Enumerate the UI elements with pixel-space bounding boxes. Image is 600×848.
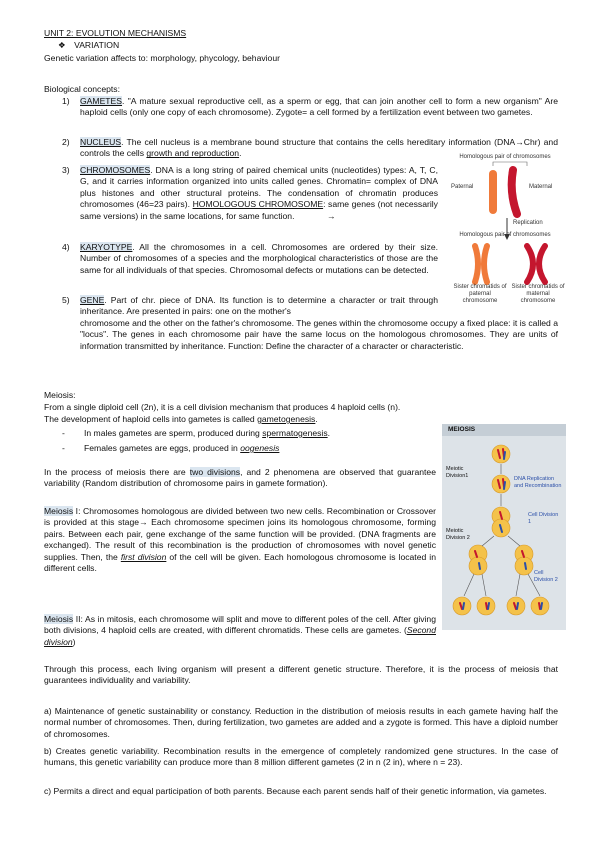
- cell1-label: Cell Division 1: [528, 512, 559, 525]
- concept-gametes: 1) GAMETES. "A mature sexual reproductive cell, as a sperm or egg, that can join another cell to form a new organism" Are haploid cells (only one copy of each chromosome). Zygote= a cell formed by a fertilization event between two gametes.: [62, 96, 558, 118]
- concept-gene: 5) GENE. Part of chr. piece of DNA. Its function is to determine a character or trait through inheritance. Are presented in pairs: one on the mother's: [62, 295, 438, 317]
- term-homologous: HOMOLOGOUS CHROMOSOME: [192, 199, 324, 210]
- cell2-label: Cell Division 2: [534, 570, 558, 583]
- maternal-label: Maternal: [529, 184, 553, 190]
- div1-label: Meiotic Division1: [446, 466, 469, 479]
- meiosis-one: Meiosis I: Chromosomes homologous are divided between two new cells. Recombination or Crossover is provided at this stage→ Each chromosome specimen joins its homologous chromosome, forming pairs. Between each pair, gene exchange of the same function will be provided. (DNA fragments are exchanged). The result of this recombination is the production of chromosomes with novel genetic supplies. Then, the first division of the cell will be given. Each homologous chromosome is located in different cells.: [44, 506, 436, 574]
- meiosis-b: b) Creates genetic variability. Recombination results in the emergence of completely randomized gene structures. In the case of humans, this genetic variability can produce more than 8 million different gametes (2 in n (2 in), where n = 23).: [44, 746, 558, 768]
- homologous-figure: [445, 154, 565, 310]
- meiosis-a: a) Maintenance of genetic sustainability or constancy. Reduction in the distribution of meiosis results in each gamete having half the normal number of chromosomes. Then, during fertilization, two gametes are added and a zygote is formed. This have a diploid number of chromosomes.: [44, 706, 558, 739]
- div2-label: Meiotic Division 2: [446, 528, 470, 541]
- concept-chromosomes: 3) CHROMOSOMES. DNA is a long string of paired chemical units (nucleotides) types: A, T, C, G, and it carries information organized into units called genes. Chromatin= complex of DNA plus histones and other structural proteins. The condensation of chromatin produces chromosomes (46=23 pairs). HOMOLOGOUS CHROMOSOME: same genes (not necessarily same versions) in the same locations, for same function. →: [62, 165, 438, 221]
- term-gene: GENE: [80, 295, 105, 305]
- right-arrow-icon: →: [326, 210, 336, 221]
- intro-text: Genetic variation affects to: morphology, phycology, behaviour: [44, 53, 280, 63]
- term-meiosis-2: Meiosis: [44, 614, 74, 624]
- meiosis-heading: Meiosis:: [44, 390, 76, 400]
- concept-karyotype: 4) KARYOTYPE. All the chromosomes in a cell. Chromosomes are ordered by their size. Number of chromosomes of a species and the morphological characteristics of those are the same for all individuals of that species. Chromosomal defects or mutations can be detected.: [62, 242, 438, 275]
- meiosis-figure-title: MEIOSIS: [448, 426, 476, 433]
- meiosis-line1: From a single diploid cell (2n), it is a cell division mechanism that produces 4 haploid cells (n).: [44, 402, 401, 412]
- figure-title: Homologous pair of chromosomes: [459, 154, 551, 160]
- meiosis-two: Meiosis II: As in mitosis, each chromosome will split and move to different poles of the cell. After giving both divisions, 4 haploid cells are created, with different chromatids. These cells are gametes. (Second division): [44, 614, 436, 647]
- concepts-heading: Biological concepts:: [44, 84, 120, 94]
- bullet-females: - Females gametes are eggs, produced in oogenesis: [62, 443, 280, 453]
- right-caption: Sister chromatids of maternal chromosome: [511, 284, 565, 304]
- left-caption: Sister chromatids of paternal chromosome: [453, 284, 507, 304]
- meiosis-diagram: [442, 424, 566, 630]
- replication-label: Replication: [513, 220, 543, 226]
- meiosis-through: Through this process, each living organism will present a different genetic structure. Therefore, it is the process of meiosis that guarantees individuality and variability.: [44, 664, 558, 686]
- concept-nucleus: 2) NUCLEUS. The cell nucleus is a membrane bound structure that contains the cells hereditary information (DNA→Chr) and controls the cells growth and reproduction.: [62, 137, 558, 159]
- term-nucleus: NUCLEUS: [80, 137, 122, 147]
- meiosis-line2: The development of haploid cells into gametes is called gametogenesis.: [44, 414, 318, 424]
- dna-label: DNA Replication and Recombination: [514, 476, 562, 489]
- section-heading: ❖ VARIATION: [58, 40, 120, 50]
- bullet-icon: ❖: [58, 40, 66, 50]
- term-chromosomes: CHROMOSOMES: [80, 165, 151, 175]
- term-karyotype: KARYOTYPE: [80, 242, 133, 252]
- unit-title: UNIT 2: EVOLUTION MECHANISMS: [44, 28, 187, 38]
- meiosis-figure: [442, 424, 566, 630]
- bullet-males: - In males gametes are sperm, produced during spermatogenesis.: [62, 428, 331, 438]
- concept-gene-cont: chromosome and the other on the father's chromosome. The genes within the chromosome occupy a fixed place: it is called a "locus". The genes in each chromosome pair have the same locus on the homologous chromosomes. They are units of information transmitted by inheritance. Function: Define the character of a character or characteristic.: [80, 318, 558, 351]
- meiosis-process: In the process of meiosis there are two divisions, and 2 phenomena are observed that guarantee variability (Random distribution of chromosome pairs in gamete formation).: [44, 467, 436, 489]
- term-gametes: GAMETES: [80, 96, 123, 106]
- meiosis-c: c) Permits a direct and equal participation of both parents. Because each parent sends half of their genetic information, via gametes.: [44, 786, 547, 796]
- paternal-label: Paternal: [451, 184, 474, 190]
- term-meiosis-1: Meiosis: [44, 506, 74, 516]
- figure-subtitle: Homologous pair of chromosomes: [459, 232, 551, 238]
